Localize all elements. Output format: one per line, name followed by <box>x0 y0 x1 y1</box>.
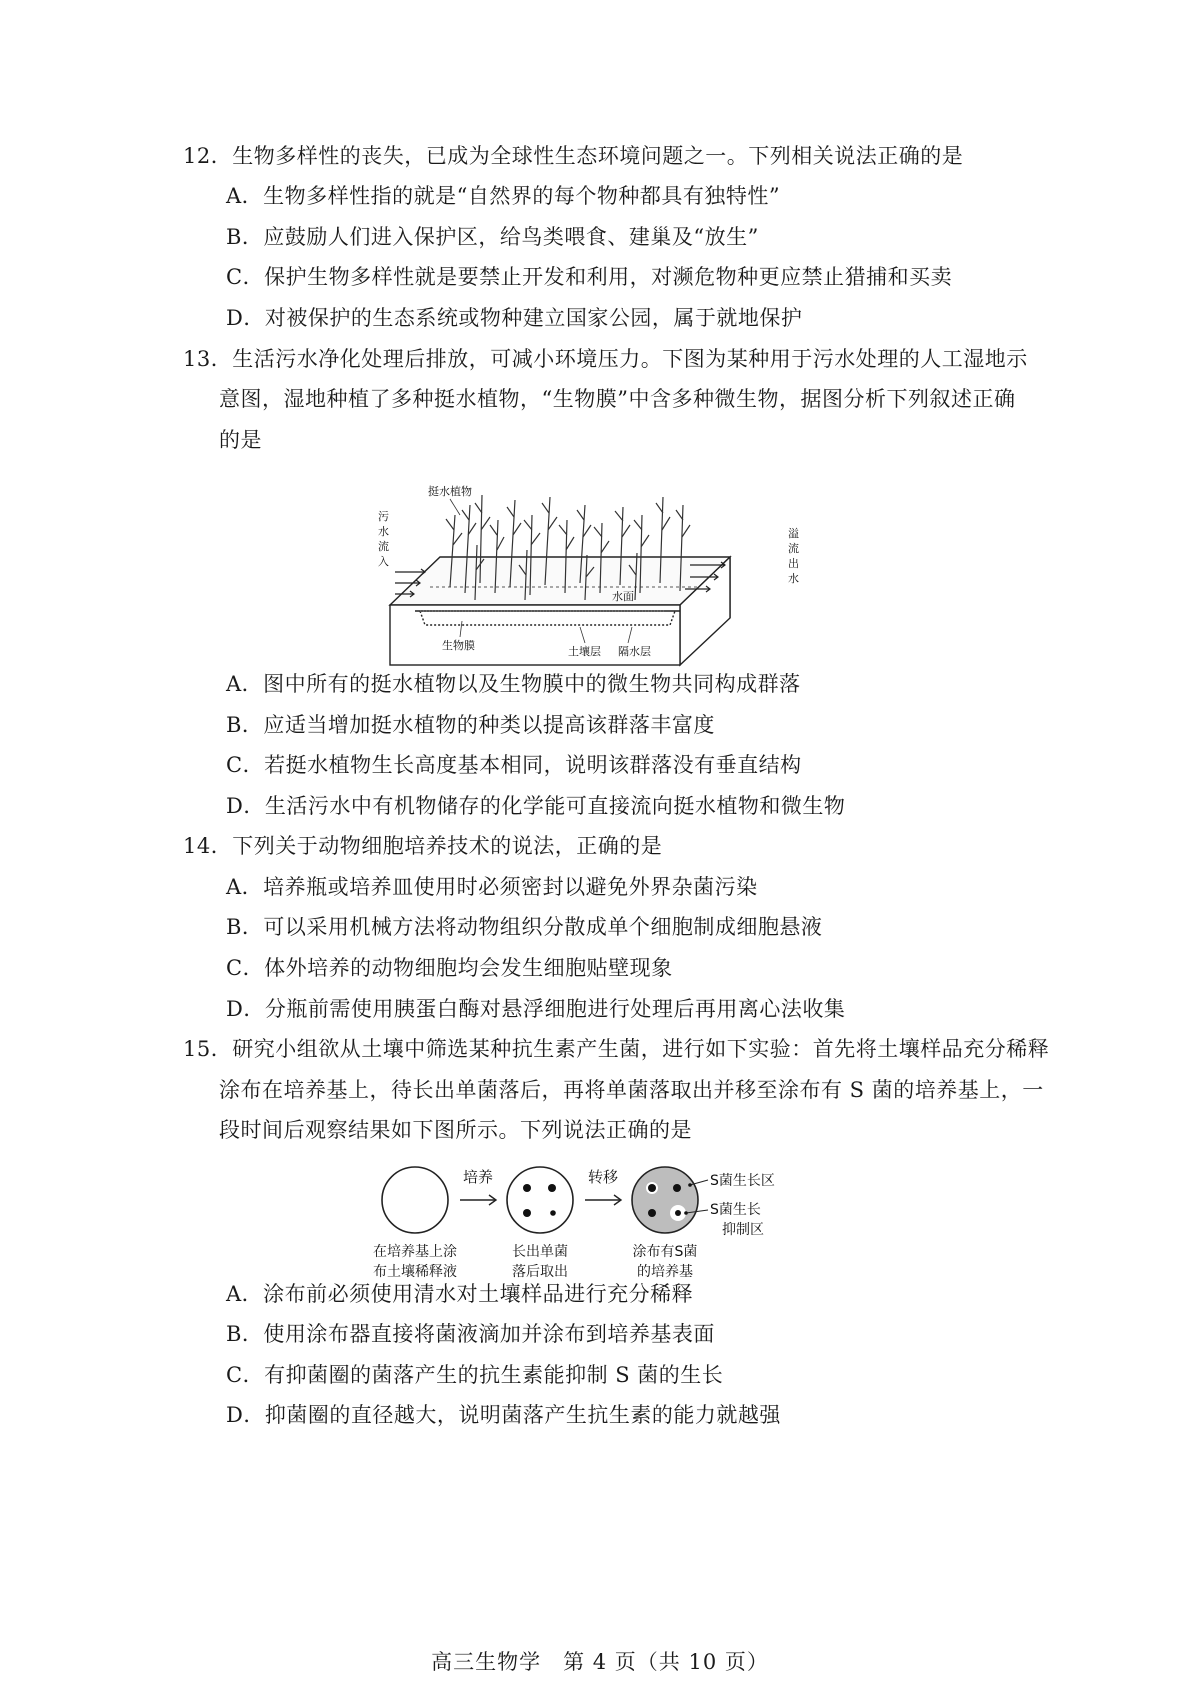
caption-plate2-line1: 长出单菌 <box>512 1244 568 1260</box>
inflow-label-4: 入 <box>378 555 389 568</box>
q15-stem-line1: 15．研究小组欲从土壤中筛选某种抗生素产生菌，进行如下实验：首先将土壤样品充分稀释 <box>183 1037 1050 1061</box>
q15-stem-line2: 涂布在培养基上，待长出单菌落后，再将单菌落取出并移至涂布有 S 菌的培养基上，一 <box>219 1078 1044 1102</box>
q12-option-a: A．生物多样性指的就是“自然界的每个物种都具有独特性” <box>226 184 781 208</box>
colony-dot <box>673 1184 681 1192</box>
caption-plate1-line2: 布土壤稀释液 <box>373 1264 457 1280</box>
bacteria-screening-diagram <box>370 1150 890 1294</box>
q13-stem-line1: 13．生活污水净化处理后排放，可减小环境压力。下图为某种用于污水处理的人工湿地示 <box>183 347 1028 371</box>
inflow-label-1: 污 <box>378 510 389 523</box>
inflow-label-2: 水 <box>378 525 389 538</box>
plate-colonies <box>507 1167 573 1233</box>
arrow-transfer-label: 转移 <box>587 1168 619 1186</box>
legend-inhibit-label-2: 抑制区 <box>722 1222 764 1238</box>
q13-option-c: C．若挺水植物生长高度基本相同，说明该群落没有垂直结构 <box>226 753 802 777</box>
plants-label: 挺水植物 <box>428 485 472 498</box>
colony-dot <box>548 1184 556 1192</box>
outflow-label-3: 出 <box>788 557 799 570</box>
plate-s-bacteria <box>632 1167 698 1233</box>
q15-option-c: C．有抑菌圈的菌落产生的抗生素能抑制 S 菌的生长 <box>226 1363 724 1387</box>
biofilm-label: 生物膜 <box>442 639 475 652</box>
q13-option-d: D．生活污水中有机物储存的化学能可直接流向挺水植物和微生物 <box>226 794 846 818</box>
q12-option-d: D．对被保护的生态系统或物种建立国家公园，属于就地保护 <box>226 306 803 330</box>
q13-option-b: B．应适当增加挺水植物的种类以提高该群落丰富度 <box>226 713 715 737</box>
bacteria-screening-svg <box>370 1150 890 1290</box>
page-footer: 高三生物学 第 4 页（共 10 页） <box>431 1650 769 1674</box>
q13-option-a: A．图中所有的挺水植物以及生物膜中的微生物共同构成群落 <box>226 672 801 696</box>
q14-option-c: C．体外培养的动物细胞均会发生细胞贴壁现象 <box>226 956 673 980</box>
q14-stem: 14．下列关于动物细胞培养技术的说法，正确的是 <box>183 834 663 858</box>
colony-dot <box>648 1184 656 1192</box>
arrow-culture-label: 培养 <box>462 1168 494 1186</box>
outflow-label-2: 流 <box>788 542 799 555</box>
q14-option-d: D．分瓶前需使用胰蛋白酶对悬浮细胞进行处理后再用离心法收集 <box>226 997 846 1021</box>
q13-stem-line3: 的是 <box>219 428 262 452</box>
legend-growth-label: S菌生长区 <box>710 1173 775 1189</box>
colony-dot <box>523 1184 531 1192</box>
water-surface-label: 水面 <box>612 590 634 603</box>
legend-inhibit-label-1: S菌生长 <box>710 1202 761 1218</box>
caption-plate3-line1: 涂布有S菌 <box>632 1244 698 1260</box>
q15-option-b: B．使用涂布器直接将菌液滴加并涂布到培养基表面 <box>226 1322 715 1346</box>
q15-stem-line3: 段时间后观察结果如下图所示。下列说法正确的是 <box>219 1118 692 1142</box>
inflow-label-3: 流 <box>378 540 389 553</box>
colony-dot <box>675 1210 681 1216</box>
q13-stem-line2: 意图，湿地种植了多种挺水植物，“生物膜”中含多种微生物，据图分析下列叙述正确 <box>219 387 1016 411</box>
colony-dot <box>550 1210 556 1216</box>
q12-option-c: C．保护生物多样性就是要禁止开发和利用，对濒危物种更应禁止猎捕和买卖 <box>226 265 953 289</box>
q15-option-d: D．抑菌圈的直径越大，说明菌落产生抗生素的能力就越强 <box>226 1403 781 1427</box>
q12-stem: 12．生物多样性的丧失，已成为全球性生态环境问题之一。下列相关说法正确的是 <box>183 144 964 168</box>
wetland-box <box>390 557 730 665</box>
q14-option-b: B．可以采用机械方法将动物组织分散成单个细胞制成细胞悬液 <box>226 915 823 939</box>
q14-option-a: A．培养瓶或培养皿使用时必须密封以避免外界杂菌污染 <box>226 875 758 899</box>
q15-option-a: A．涂布前必须使用清水对土壤样品进行充分稀释 <box>226 1282 694 1306</box>
outflow-label-1: 溢 <box>788 527 799 540</box>
colony-dot <box>648 1209 656 1217</box>
caption-plate2-line2: 落后取出 <box>512 1264 568 1280</box>
caption-plate3-line2: 的培养基 <box>637 1264 693 1280</box>
plate-blank <box>382 1167 448 1233</box>
barrier-label: 隔水层 <box>618 645 651 658</box>
outflow-label-4: 水 <box>788 572 799 585</box>
caption-plate1-line1: 在培养基上涂 <box>373 1244 457 1260</box>
soil-label: 土壤层 <box>568 645 601 658</box>
q12-option-b: B．应鼓励人们进入保护区，给鸟类喂食、建巢及“放生” <box>226 225 759 249</box>
colony-dot <box>523 1209 531 1217</box>
